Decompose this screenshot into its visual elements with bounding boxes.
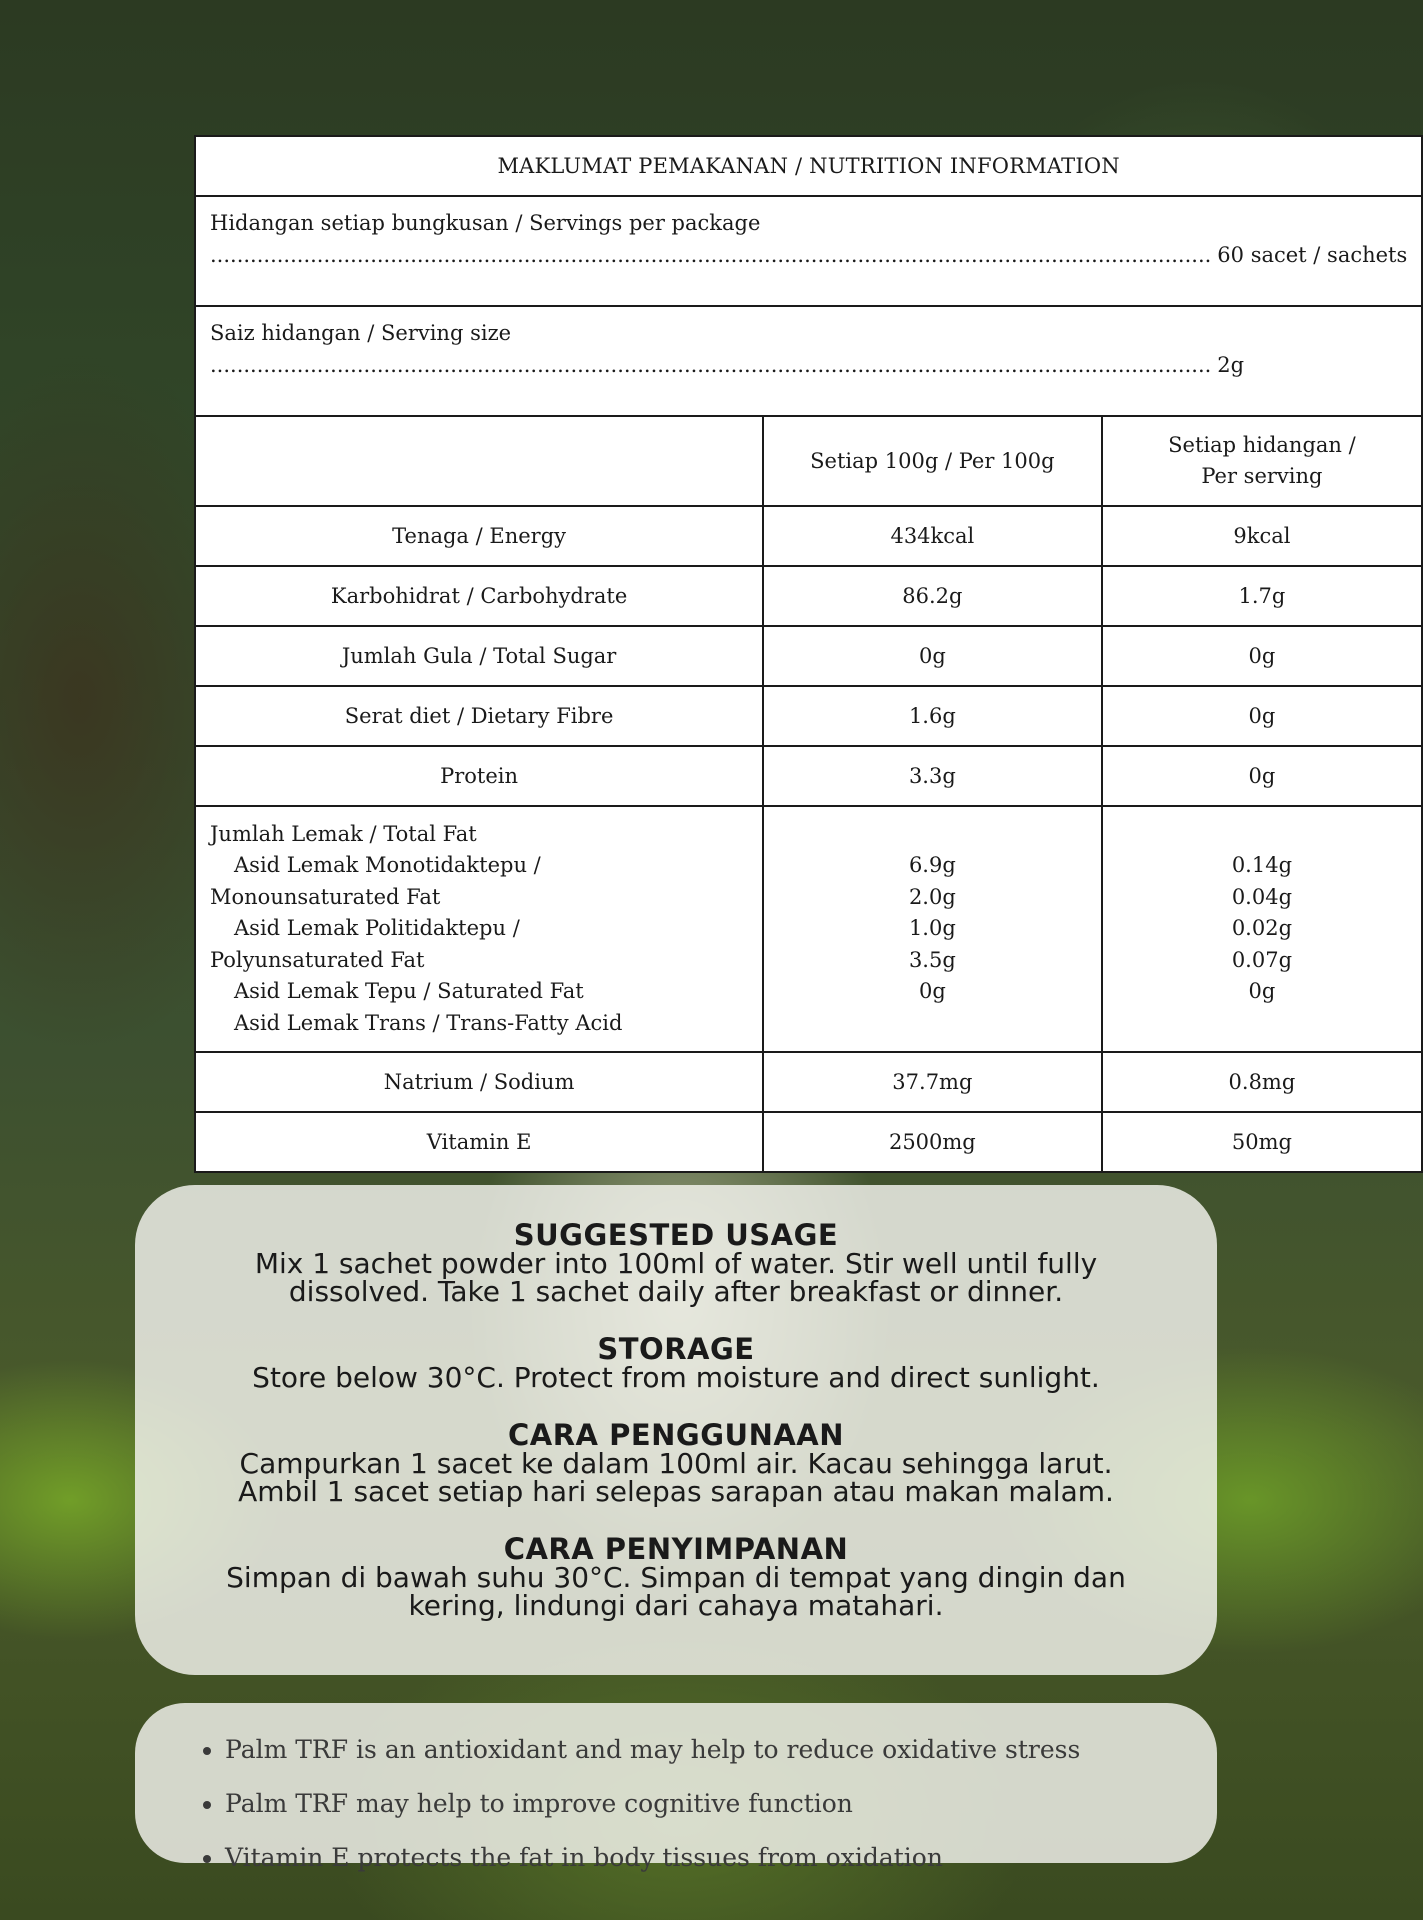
row-label: Protein bbox=[195, 746, 763, 806]
row-perserving: 0g bbox=[1102, 686, 1423, 746]
cara-penggunaan-title: CARA PENGGUNAAN bbox=[507, 1418, 844, 1452]
dot-leader: ...................................................................................................................................................... bbox=[210, 353, 1212, 377]
suggested-usage-text: Mix 1 sachet powder into 100ml of water. Stir well until fully bbox=[254, 1247, 1098, 1280]
serving-size-label: Saiz hidangan / Serving size bbox=[210, 321, 512, 345]
row-per100: 3.3g bbox=[763, 746, 1101, 806]
dot-leader: ...................................................................................................................................................... bbox=[210, 243, 1212, 267]
fat-value: 0.04g bbox=[1231, 884, 1293, 909]
fat-value: 0g bbox=[918, 979, 946, 1004]
row-per100: 37.7mg bbox=[763, 1052, 1101, 1112]
cara-penyimpanan-text: Simpan di bawah suhu 30°C. Simpan di tempat yang dingin dan bbox=[226, 1561, 1126, 1594]
header-perserving-line1: Setiap hidangan / bbox=[1168, 433, 1356, 457]
cara-penyimpanan-section bbox=[135, 1534, 1217, 1620]
header-empty-cell bbox=[195, 416, 763, 506]
cara-penyimpanan-text: kering, lindungi dari cahaya matahari. bbox=[408, 1589, 944, 1622]
row-label: Serat diet / Dietary Fibre bbox=[195, 686, 763, 746]
fat-label: Asid Lemak Monotidaktepu / bbox=[234, 853, 541, 878]
fat-label: Monounsaturated Fat bbox=[210, 884, 441, 909]
table-row bbox=[195, 746, 1422, 806]
list-item: • Vitamin E protects the fat in body tissues from oxidation bbox=[225, 1831, 1217, 1885]
serving-size-cell bbox=[195, 306, 1422, 416]
fat-label: Polyunsaturated Fat bbox=[210, 947, 425, 972]
nutrition-table bbox=[194, 135, 1423, 1173]
fat-label: Asid Lemak Politidaktepu / bbox=[234, 916, 520, 941]
fat-labels bbox=[195, 806, 763, 1052]
table-row bbox=[195, 1112, 1422, 1172]
fat-value: 3.5g bbox=[908, 947, 956, 972]
fat-label: Asid Lemak Tepu / Saturated Fat bbox=[234, 979, 584, 1004]
row-perserving: 50mg bbox=[1102, 1112, 1423, 1172]
header-perserving-line2: Per serving bbox=[1201, 464, 1323, 488]
fat-value: 6.9g bbox=[908, 853, 956, 878]
fat-value: 0.07g bbox=[1231, 947, 1293, 972]
fat-per100-values bbox=[763, 806, 1101, 1052]
list-item: • Palm TRF may help to improve cognitive function bbox=[225, 1777, 1217, 1831]
cara-penyimpanan-title: CARA PENYIMPANAN bbox=[503, 1532, 849, 1566]
servings-value: 60 sacet / sachets bbox=[1217, 243, 1408, 267]
row-per100: 86.2g bbox=[763, 566, 1101, 626]
benefits-panel bbox=[135, 1703, 1217, 1872]
serving-size-value: 2g bbox=[1217, 353, 1245, 377]
row-label: Natrium / Sodium bbox=[195, 1052, 763, 1112]
usage-panel bbox=[135, 1185, 1217, 1675]
header-per100: Setiap 100g / Per 100g bbox=[763, 416, 1101, 506]
fat-label: Jumlah Lemak / Total Fat bbox=[210, 821, 477, 846]
row-perserving: 1.7g bbox=[1102, 566, 1423, 626]
row-perserving: 0.8mg bbox=[1102, 1052, 1423, 1112]
header-perserving bbox=[1102, 416, 1423, 506]
cara-penggunaan-section bbox=[135, 1420, 1217, 1506]
table-row bbox=[195, 506, 1422, 566]
suggested-usage-text: dissolved. Take 1 sachet daily after breakfast or dinner. bbox=[288, 1275, 1064, 1308]
suggested-usage-section bbox=[135, 1220, 1217, 1306]
storage-section bbox=[135, 1334, 1217, 1392]
cara-penggunaan-text: Campurkan 1 sacet ke dalam 100ml air. Kacau sehingga larut. bbox=[239, 1447, 1113, 1480]
fat-value: 0g bbox=[1248, 979, 1276, 1004]
fat-value: 0.14g bbox=[1231, 853, 1293, 878]
table-row bbox=[195, 686, 1422, 746]
row-perserving: 0g bbox=[1102, 626, 1423, 686]
row-perserving: 0g bbox=[1102, 746, 1423, 806]
row-label: Karbohidrat / Carbohydrate bbox=[195, 566, 763, 626]
row-per100: 0g bbox=[763, 626, 1101, 686]
fat-row bbox=[195, 806, 1422, 1052]
fat-perserving-values bbox=[1102, 806, 1423, 1052]
row-label: Vitamin E bbox=[195, 1112, 763, 1172]
cara-penggunaan-text: Ambil 1 sacet setiap hari selepas sarapan atau makan malam. bbox=[238, 1475, 1114, 1508]
storage-text: Store below 30°C. Protect from moisture and direct sunlight. bbox=[252, 1361, 1100, 1394]
table-row bbox=[195, 1052, 1422, 1112]
servings-label: Hidangan setiap bungkusan / Servings per package bbox=[210, 211, 761, 235]
table-row bbox=[195, 566, 1422, 626]
row-per100: 2500mg bbox=[763, 1112, 1101, 1172]
row-per100: 1.6g bbox=[763, 686, 1101, 746]
fat-value: 0.02g bbox=[1231, 916, 1293, 941]
fat-label: Asid Lemak Trans / Trans-Fatty Acid bbox=[234, 1010, 623, 1035]
fat-value: 1.0g bbox=[908, 916, 956, 941]
fat-value: 2.0g bbox=[908, 884, 956, 909]
suggested-usage-title: SUGGESTED USAGE bbox=[513, 1218, 839, 1252]
servings-per-package-cell bbox=[195, 196, 1422, 306]
nutrition-title: MAKLUMAT PEMAKANAN / NUTRITION INFORMATION bbox=[195, 136, 1422, 196]
storage-title: STORAGE bbox=[597, 1332, 755, 1366]
row-label: Jumlah Gula / Total Sugar bbox=[195, 626, 763, 686]
benefits-list bbox=[135, 1723, 1217, 1885]
list-item: • Palm TRF is an antioxidant and may help to reduce oxidative stress bbox=[225, 1723, 1217, 1777]
row-label: Tenaga / Energy bbox=[195, 506, 763, 566]
row-per100: 434kcal bbox=[763, 506, 1101, 566]
table-row bbox=[195, 626, 1422, 686]
row-perserving: 9kcal bbox=[1102, 506, 1423, 566]
